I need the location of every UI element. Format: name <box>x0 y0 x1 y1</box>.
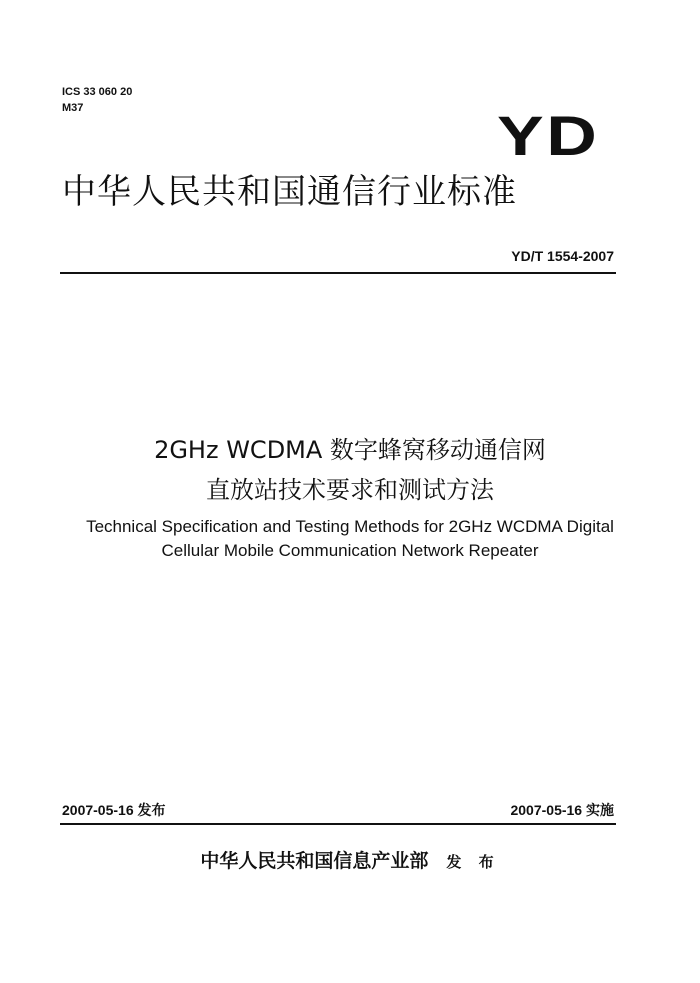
bottom-divider <box>60 823 616 825</box>
publisher-action: 发 布 <box>446 853 500 871</box>
class-code: M37 <box>62 102 84 114</box>
standard-number: YD/T 1554-2007 <box>511 248 614 264</box>
issue-date: 2007-05-16 发布 <box>62 802 166 818</box>
publisher-line <box>0 846 700 873</box>
english-title-line2: Cellular Mobile Communication Network Repeater <box>161 541 539 560</box>
publisher-name: 中华人民共和国信息产业部 <box>200 850 429 872</box>
standard-title: 中华人民共和国通信行业标准 <box>62 172 517 212</box>
top-divider <box>60 272 616 274</box>
chinese-title-line1: 2GHz WCDMA 数字蜂窝移动通信网 <box>154 436 546 464</box>
ics-code: ICS 33 060 20 <box>62 86 133 98</box>
yd-logo: YD <box>497 104 600 167</box>
english-title-line1: Technical Specification and Testing Methods for 2GHz WCDMA Digital <box>86 517 614 536</box>
classification-codes <box>62 84 132 116</box>
chinese-title-line2: 直放站技术要求和测试方法 <box>206 476 494 504</box>
implementation-date: 2007-05-16 实施 <box>510 802 614 818</box>
